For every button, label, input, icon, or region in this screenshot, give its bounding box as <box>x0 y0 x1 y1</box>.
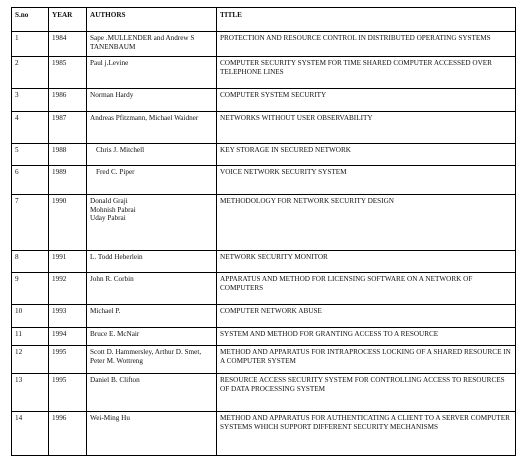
table-row <box>12 412 516 456</box>
cell-year: 1993 <box>49 305 87 328</box>
header-year: YEAR <box>49 8 87 32</box>
author-name: Fred C. Piper <box>96 168 135 176</box>
cell-authors <box>87 273 217 305</box>
cell-year: 1988 <box>49 144 87 166</box>
table-row <box>12 112 516 144</box>
cell-sno: 12 <box>12 346 49 374</box>
cell-sno: 13 <box>12 374 49 412</box>
header-title: TITLE <box>217 8 516 32</box>
cell-title: METHOD AND APPARATUS FOR AUTHENTICATING A CLIENT TO A SERVER COMPUTER SYSTEMS WHICH SUPPORT DIFFERENT SECURITY MECHANISMS <box>217 412 516 456</box>
table-row <box>12 346 516 374</box>
cell-sno: 1 <box>12 32 49 57</box>
table-row <box>12 166 516 195</box>
cell-title: VOICE NETWORK SECURITY SYSTEM <box>217 166 516 195</box>
cell-sno: 3 <box>12 89 49 112</box>
author-name: Andreas Pfitzmann, Michael Waidner <box>90 114 199 122</box>
cell-title: PROTECTION AND RESOURCE CONTROL IN DISTRIBUTED OPERATING SYSTEMS <box>217 32 516 57</box>
cell-authors <box>87 144 217 166</box>
cell-title: METHODOLOGY FOR NETWORK SECURITY DESIGN <box>217 195 516 251</box>
table-row <box>12 251 516 273</box>
table-row <box>12 328 516 346</box>
cell-title: SYSTEM AND METHOD FOR GRANTING ACCESS TO A RESOURCE <box>217 328 516 346</box>
author-name: Scott D. Hammersley, Arthur D. Smet, Peter M. Wottreng <box>90 348 202 365</box>
literature-table <box>11 7 516 456</box>
author-name: L. Todd Heberlein <box>90 253 143 261</box>
table-body <box>12 32 516 456</box>
cell-authors <box>87 166 217 195</box>
cell-sno: 6 <box>12 166 49 195</box>
cell-authors <box>87 305 217 328</box>
cell-sno: 11 <box>12 328 49 346</box>
table-row <box>12 89 516 112</box>
author-name: Uday Pabrai <box>90 214 126 223</box>
cell-title: NETWORKS WITHOUT USER OBSERVABILITY <box>217 112 516 144</box>
cell-year: 1991 <box>49 251 87 273</box>
author-name: Norman Hardy <box>90 91 134 99</box>
cell-authors <box>87 251 217 273</box>
cell-authors <box>87 112 217 144</box>
cell-sno: 14 <box>12 412 49 456</box>
cell-authors <box>87 57 217 89</box>
cell-sno: 5 <box>12 144 49 166</box>
cell-title: NETWORK SECURITY MONITOR <box>217 251 516 273</box>
cell-authors <box>87 89 217 112</box>
table-row <box>12 32 516 57</box>
cell-sno: 4 <box>12 112 49 144</box>
cell-title: APPARATUS AND METHOD FOR LICENSING SOFTWARE ON A NETWORK OF COMPUTERS <box>217 273 516 305</box>
cell-authors <box>87 346 217 374</box>
table-row <box>12 57 516 89</box>
cell-year: 1994 <box>49 328 87 346</box>
cell-title: KEY STORAGE IN SECURED NETWORK <box>217 144 516 166</box>
author-name: Sape .MULLENDER and Andrew S TANENBAUM <box>90 34 195 51</box>
cell-year: 1996 <box>49 412 87 456</box>
cell-sno: 2 <box>12 57 49 89</box>
cell-year: 1995 <box>49 346 87 374</box>
cell-title: COMPUTER NETWORK ABUSE <box>217 305 516 328</box>
cell-authors <box>87 195 217 251</box>
table-row <box>12 195 516 251</box>
cell-authors <box>87 328 217 346</box>
header-authors: AUTHORS <box>87 8 217 32</box>
author-name: Paul j.Levine <box>90 59 129 67</box>
table-row <box>12 305 516 328</box>
cell-title: RESOURCE ACCESS SECURITY SYSTEM FOR CONTROLLING ACCESS TO RESOURCES OF DATA PROCESSING SYSTEM <box>217 374 516 412</box>
cell-sno: 7 <box>12 195 49 251</box>
cell-year: 1990 <box>49 195 87 251</box>
author-name: Daniel B. Clifton <box>90 376 140 384</box>
author-name: John R. Corbin <box>90 275 134 283</box>
table-row <box>12 374 516 412</box>
cell-year: 1984 <box>49 32 87 57</box>
cell-sno: 9 <box>12 273 49 305</box>
header-sno: S.no <box>12 8 49 32</box>
cell-sno: 10 <box>12 305 49 328</box>
cell-year: 1992 <box>49 273 87 305</box>
table-row <box>12 144 516 166</box>
author-name: Donald Graji <box>90 197 128 205</box>
cell-title: METHOD AND APPARATUS FOR INTRAPROCESS LOCKING OF A SHARED RESOURCE IN A COMPUTER SYSTEM <box>217 346 516 374</box>
cell-title: COMPUTER SECURITY SYSTEM FOR TIME SHARED COMPUTER ACCESSED OVER TELEPHONE LINES <box>217 57 516 89</box>
cell-year: 1985 <box>49 57 87 89</box>
cell-authors <box>87 32 217 57</box>
cell-authors <box>87 374 217 412</box>
author-name: Chris J. Mitchell <box>96 146 145 154</box>
author-name: Bruce E. McNair <box>90 330 140 338</box>
cell-year: 1995 <box>49 374 87 412</box>
cell-title: COMPUTER SYSTEM SECURITY <box>217 89 516 112</box>
cell-year: 1987 <box>49 112 87 144</box>
cell-sno: 8 <box>12 251 49 273</box>
cell-authors <box>87 412 217 456</box>
author-name: Michael P. <box>90 307 121 315</box>
cell-year: 1986 <box>49 89 87 112</box>
table-row <box>12 273 516 305</box>
cell-year: 1989 <box>49 166 87 195</box>
author-name: Mohnish Pabrai <box>90 205 136 214</box>
header-row <box>12 8 516 32</box>
author-name: Wei-Ming Hu <box>90 414 130 422</box>
